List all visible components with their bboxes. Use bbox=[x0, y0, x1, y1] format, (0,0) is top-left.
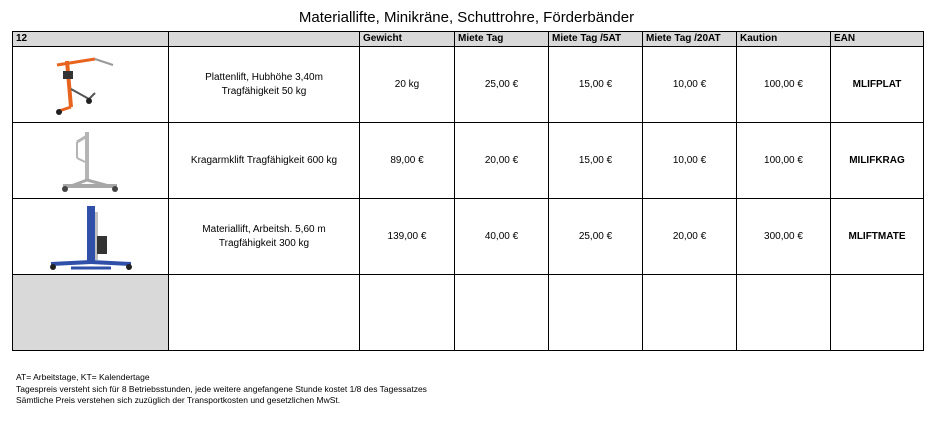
ean-cell: MLIFPLAT bbox=[831, 47, 924, 123]
description-cell bbox=[169, 123, 360, 199]
plate-lift-icon bbox=[51, 53, 131, 117]
header-cell bbox=[169, 32, 360, 47]
empty-cell bbox=[13, 275, 169, 351]
price-20at-cell: 20,00 € bbox=[643, 199, 737, 275]
description-line: Plattenlift, Hubhöhe 3,40m bbox=[205, 71, 323, 83]
footnote-line: AT= Arbeitstage, KT= Kalendertage bbox=[16, 372, 150, 382]
empty-cell bbox=[169, 275, 360, 351]
header-cell: Miete Tag bbox=[455, 32, 549, 47]
price-day-cell: 25,00 € bbox=[455, 47, 549, 123]
deposit-cell: 100,00 € bbox=[737, 123, 831, 199]
price-5at-cell: 15,00 € bbox=[549, 47, 643, 123]
price-20at-cell: 10,00 € bbox=[643, 123, 737, 199]
description-line: Tragfähigkeit 50 kg bbox=[221, 85, 307, 97]
empty-cell bbox=[831, 275, 924, 351]
deposit-cell: 300,00 € bbox=[737, 199, 831, 275]
empty-cell bbox=[737, 275, 831, 351]
cantilever-lift-icon bbox=[51, 128, 131, 194]
header-cell: Miete Tag /20AT bbox=[643, 32, 737, 47]
footnotes bbox=[16, 372, 427, 407]
price-5at-cell: 25,00 € bbox=[549, 199, 643, 275]
footnote-line: Sämtliche Preis verstehen sich zuzüglich der Transportkosten und gesetzlichen MwSt. bbox=[16, 395, 341, 405]
price-day-cell: 20,00 € bbox=[455, 123, 549, 199]
weight-cell: 139,00 € bbox=[360, 199, 455, 275]
description-cell bbox=[169, 199, 360, 275]
empty-cell bbox=[643, 275, 737, 351]
price-table bbox=[12, 31, 924, 351]
ean-cell: MLIFTMATE bbox=[831, 199, 924, 275]
description-line: Kragarmklift Tragfähigkeit 600 kg bbox=[190, 154, 338, 166]
header-cell: EAN bbox=[831, 32, 924, 47]
header-cell: Gewicht bbox=[360, 32, 455, 47]
header-cell: Kaution bbox=[737, 32, 831, 47]
page-title: Materiallifte, Minikräne, Schuttrohre, Förderbänder bbox=[298, 9, 635, 26]
header-cell: 12 bbox=[13, 32, 169, 47]
product-image-cell bbox=[13, 199, 169, 275]
header-row bbox=[13, 32, 924, 47]
table-row-empty bbox=[13, 275, 924, 351]
empty-cell bbox=[360, 275, 455, 351]
weight-cell: 20 kg bbox=[360, 47, 455, 123]
description-line: Tragfähigkeit 300 kg bbox=[218, 237, 310, 249]
empty-cell bbox=[455, 275, 549, 351]
deposit-cell: 100,00 € bbox=[737, 47, 831, 123]
table-row bbox=[13, 47, 924, 123]
price-5at-cell: 15,00 € bbox=[549, 123, 643, 199]
weight-cell: 89,00 € bbox=[360, 123, 455, 199]
description-line: Materiallift, Arbeitsh. 5,60 m bbox=[202, 223, 326, 235]
table-row bbox=[13, 199, 924, 275]
ean-cell: MILIFKRAG bbox=[831, 123, 924, 199]
table-row bbox=[13, 123, 924, 199]
footnote-line: Tagespreis versteht sich für 8 Betriebsstunden, jede weitere angefangene Stunde kostet 1/8 des Tagessatzes bbox=[16, 383, 427, 394]
price-day-cell: 40,00 € bbox=[455, 199, 549, 275]
product-image-cell bbox=[13, 47, 169, 123]
header-cell: Miete Tag /5AT bbox=[549, 32, 643, 47]
description-cell bbox=[169, 47, 360, 123]
price-20at-cell: 10,00 € bbox=[643, 47, 737, 123]
material-lift-icon bbox=[41, 202, 141, 272]
product-image-cell bbox=[13, 123, 169, 199]
empty-cell bbox=[549, 275, 643, 351]
